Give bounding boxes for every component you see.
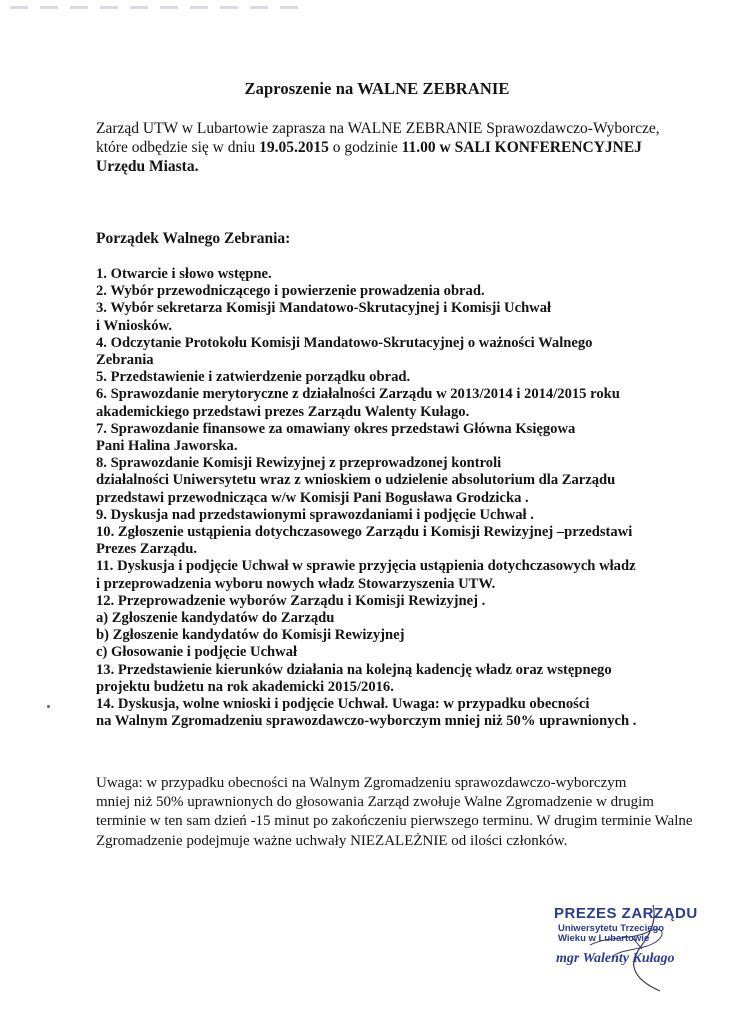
intro-line-2	[96, 138, 736, 157]
agenda-line: 8. Sprawozdanie Komisji Rewizyjnej z przeprowadzonej kontroli	[96, 455, 502, 472]
note-line: Uwaga: w przypadku obecności na Walnym Zgromadzeniu sprawozdawczo-wyborczym	[96, 775, 627, 791]
agenda-line: 7. Sprawozdanie finansowe za omawiany okres przedstawi Główna Księgowa	[96, 420, 576, 437]
agenda-line: akademickiego przedstawi prezes Zarządu Walenty Kułago.	[96, 403, 470, 420]
agenda-line: Zebrania	[96, 352, 154, 369]
agenda-line: przedstawi przewodnicząca w/w Komisji Pani Bogusława Grodzicka .	[96, 489, 529, 506]
agenda-line: Pani Halina Jaworska.	[96, 438, 238, 455]
agenda-line: projektu budżetu na rok akademicki 2015/2016.	[96, 678, 394, 695]
meeting-date: 19.05.2015	[259, 139, 329, 156]
agenda-line: 2. Wybór przewodniczącego i powierzenie prowadzenia obrad.	[96, 283, 485, 300]
agenda-line: 14. Dyskusja, wolne wnioski i podjęcie Uchwał. Uwaga: w przypadku obecności	[96, 696, 590, 713]
note-line: Zgromadzenie podejmuje ważne uchwały NIEZALEŻNIE od ilości członków.	[96, 832, 568, 849]
agenda-line: i przeprowadzenia wyboru nowych władz Stowarzyszenia UTW.	[96, 575, 496, 592]
agenda-line: i Wniosków.	[96, 317, 172, 334]
document-title: Zaproszenie na WALNE ZEBRANIE	[244, 79, 510, 98]
meeting-venue: Urzędu Miasta.	[96, 158, 199, 175]
agenda-line: działalności Uniwersytetu wraz z wnioskiem o udzielenie absolutorium dla Zarządu	[96, 472, 616, 489]
agenda-line: 1. Otwarcie i słowo wstępne.	[96, 266, 272, 282]
agenda-line: c) Głosowanie i podjęcie Uchwał	[96, 644, 298, 661]
agenda-line: a) Zgłoszenie kandydatów do Zarządu	[96, 610, 335, 627]
agenda-line: 3. Wybór sekretarza Komisji Mandatowo-Skrutacyjnej i Komisji Uchwał	[96, 300, 552, 317]
signature-stamp	[550, 905, 720, 995]
scan-artifact	[10, 6, 300, 9]
agenda-heading: Porządek Walnego Zebrania:	[96, 230, 291, 247]
intro-line-2-prefix: które odbędzie się w dniu	[96, 139, 260, 156]
note-line: terminie w ten sam dzień -15 minut po zakończeniu pierwszego terminu. W drugim terminie Walne	[96, 813, 693, 830]
intro-line-1: Zarząd UTW w Lubartowie zaprasza na WALNE ZEBRANIE Sprawozdawczo-Wyborcze,	[96, 120, 660, 137]
agenda-line: 5. Przedstawienie i zatwierdzenie porządku obrad.	[96, 369, 411, 386]
agenda-line: b) Zgłoszenie kandydatów do Komisji Rewizyjnej	[96, 627, 405, 644]
intro-line-3	[96, 157, 736, 176]
agenda-line: Prezes Zarządu.	[96, 541, 198, 558]
stamp-title: PREZES ZARZĄDU	[554, 905, 698, 922]
agenda-line: 9. Dyskusja nad przedstawionymi sprawozdaniami i podjęcie Uchwał .	[96, 506, 534, 523]
note-paragraph	[96, 774, 746, 851]
meeting-time-place: 11.00 w SALI KONFERENCYJNEJ	[401, 139, 642, 156]
scan-speck	[47, 705, 50, 708]
stamp-organization: Uniwersytetu Trzeciego Wieku w Lubartowie	[558, 923, 665, 944]
agenda-line: 11. Dyskusja i podjęcie Uchwał w sprawie przyjęcia ustąpienia dotychczasowych władz	[96, 558, 636, 575]
agenda-line: 10. Zgłoszenie ustąpienia dotychczasowego Zarządu i Komisji Rewizyjnej –przedstawi	[96, 524, 633, 541]
stamp-signatory: mgr Walenty Kułago	[556, 951, 675, 966]
agenda-line: 12. Przeprowadzenie wyborów Zarządu i Komisji Rewizyjnej .	[96, 592, 486, 609]
intro-line-2-middle: o godzinie	[328, 139, 402, 156]
agenda-line: 13. Przedstawienie kierunków działania na kolejną kadencję władz oraz wstępnego	[96, 661, 612, 678]
note-line: mniej niż 50% uprawnionych do głosowania Zarząd zwołuje Walne Zgromadzenie w drugim	[96, 794, 654, 811]
agenda-line: 4. Odczytanie Protokołu Komisji Mandatowo-Skrutacyjnej o ważności Walnego	[96, 334, 593, 351]
intro-paragraph	[96, 119, 736, 176]
agenda-line: na Walnym Zgromadzeniu sprawozdawczo-wyborczym mniej niż 50% uprawnionych .	[96, 713, 637, 730]
agenda-list	[96, 266, 736, 730]
agenda-line: 6. Sprawozdanie merytoryczne z działalności Zarządu w 2013/2014 i 2014/2015 roku	[96, 386, 620, 403]
